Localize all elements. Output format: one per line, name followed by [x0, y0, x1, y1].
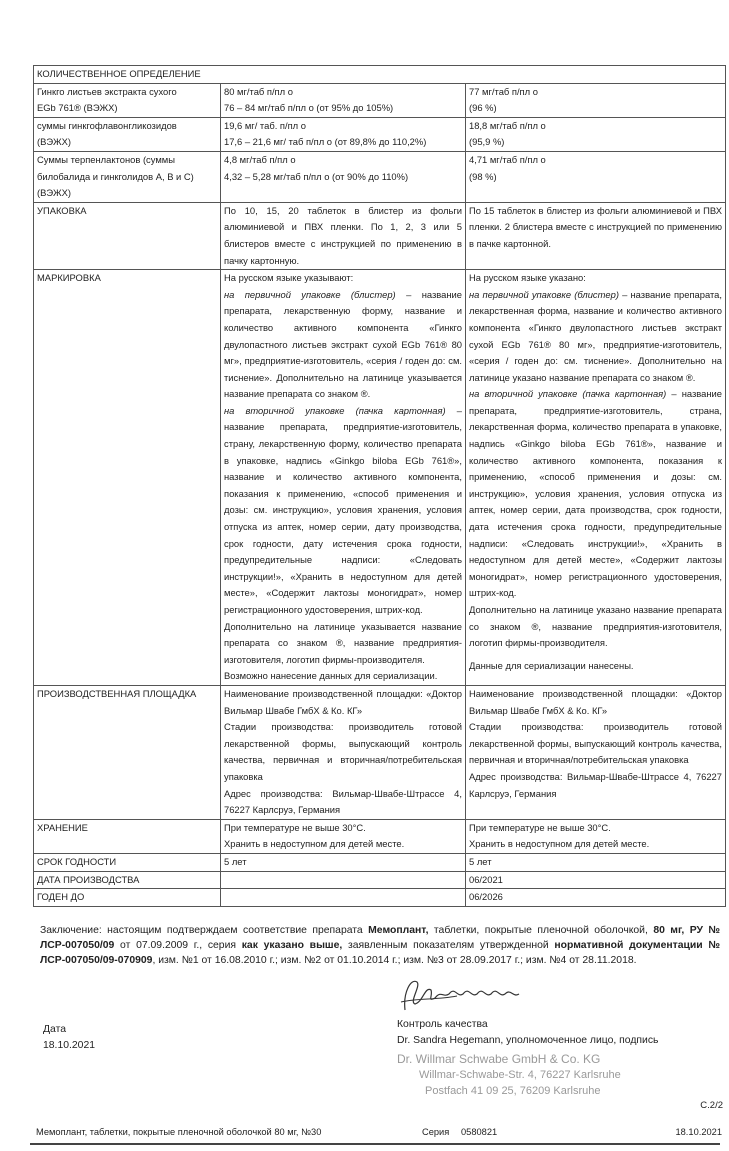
spec-text: 5 лет	[221, 853, 466, 871]
result-value: 18,8 мг/таб п/пл о	[469, 119, 546, 131]
row-label: ДАТА ПРОИЗВОДСТВА	[34, 871, 221, 889]
storage-note: Хранить в недоступном для детей месте.	[469, 838, 650, 850]
serialization-text: Возможно нанесение данных для сериализации.	[224, 670, 438, 682]
conclusion-text: заявленным показателям утвержденной	[342, 939, 555, 951]
site-name: Наименование производственной площадки: «Доктор Вильмар Швабе ГмбХ & Ко. КГ»	[469, 687, 722, 716]
signoff	[43, 972, 723, 1113]
spec-text: По 10, 15, 20 таблеток в блистер из фольги алюминиевой и ПВХ пленки. По 1, 2, 3 или 5 блистеров вместе с инструкцией по применению в пачку картонную.	[221, 202, 466, 269]
site-row	[34, 685, 726, 819]
row-label: ГОДЕН ДО	[34, 889, 221, 907]
marking-intro: На русском языке указано:	[469, 272, 586, 284]
spec-value: 19,6 мг/ таб. п/пл о	[224, 119, 306, 131]
bottom-rule	[30, 1143, 720, 1145]
result-text: 06/2021	[466, 871, 726, 889]
product-name: Мемоплант,	[368, 924, 429, 936]
result-percent: (98 %)	[469, 170, 497, 182]
result-percent: (95,9 %)	[469, 136, 505, 148]
conclusion-text: , изм. №1 от 16.08.2010 г.; изм. №2 от 01.10.2014 г.; изм. №3 от 28.09.2017 г.; изм. №4 от 28.11.2018.	[152, 954, 637, 966]
row-label: билобалида и гинкголидов А, В и С)	[37, 170, 194, 182]
row-label: СРОК ГОДНОСТИ	[34, 853, 221, 871]
specification-table	[33, 65, 726, 907]
row-label: суммы гинкгофлавонгликозидов	[37, 119, 177, 131]
row-label: МАРКИРОВКА	[34, 270, 221, 686]
secondary-pack-heading: на вторичной упаковке (пачка картонная)	[469, 388, 667, 400]
row-label: (ВЭЖХ)	[37, 136, 72, 148]
storage-row	[34, 819, 726, 853]
expiry-row	[34, 889, 726, 907]
row-label: УПАКОВКА	[34, 202, 221, 269]
date-label: Дата	[43, 1023, 67, 1035]
spec-value: 80 мг/таб п/пл о	[224, 85, 293, 97]
storage-note: Хранить в недоступном для детей месте.	[224, 838, 405, 850]
latin-text: Дополнительно на латинице указано название препарата со знаком ®, название предприятия-изготовителя, логотип фирмы-производителя.	[469, 604, 722, 649]
signatory: Dr. Sandra Hegemann, уполномоченное лицо, подпись	[397, 1034, 659, 1046]
row-label: ПРОИЗВОДСТВЕННАЯ ПЛОЩАДКА	[34, 685, 221, 819]
primary-pack-heading: на первичной упаковке (блистер)	[224, 288, 396, 300]
result-value: 77 мг/таб п/пл о	[469, 85, 538, 97]
site-stages: Стадии производства: производитель готовой лекарственной формы, выпускающий контроль качества, первичная и вторичная/потребительская упаковка	[469, 721, 722, 766]
row-label: Суммы терпенлактонов (суммы	[37, 153, 175, 165]
secondary-pack-text: – название препарата, предприятие-изготовитель, страну, лекарственную форму, количество препарата в упаковке, надпись «Ginkgo biloba EGb 761®», название и количество активного компонента, показания к применению, «способ применения и дозы: см. инструкцию», условия хранения, условия отпуска из аптек, номер серии, дату производства, срок годности, дату истечения срока годности, предупредительные надписи: «Следовать инструкции!», «Хранить в недоступном для детей месте», «Содержит лактозы моногидрат», номер регистрационного удостоверения, штрих-код.	[224, 404, 462, 615]
packaging-row	[34, 202, 726, 269]
serialization-text: Данные для сериализации нанесены.	[469, 659, 634, 671]
secondary-pack-text: – название препарата, предприятие-изготовитель, страна, лекарственная форма, количество препарата в упаковке, надпись «Ginkgo biloba EGb 761®», название и количество активного компонента, показания к применению, «способ применения и дозы: см. инструкцию», условия хранения, условия отпуска из аптек, номер серии, дата производства, срок годности, дата истечения срока годности, предупредительные надписи: «Следовать инструкции!», «Хранить в недоступном для детей месте», «Содержит лактозы моногидрат», номер регистрационного удостоверения, штрих-код.	[469, 388, 722, 599]
conclusion-text: Заключение: настоящим подтверждаем соответствие препарата	[40, 924, 369, 936]
site-address: Адрес производства: Вильмар-Швабе-Штрассе 4, 76227 Карлсруэ, Германия	[469, 770, 722, 799]
stamp-line: Postfach 41 09 25, 76209 Karlsruhe	[425, 1084, 601, 1097]
footer-date: 18.10.2021	[675, 1126, 722, 1137]
primary-pack-text: – название препарата, лекарственную форму, название и количество активного компонента «Гинкго двулопастного листьев экстракт сухой EGb 761® 80 мг», предприятие-изготовитель, «серия / годен до: см. тиснение». Дополнительно на латинице указывается название препарата со знаком ®.	[224, 288, 462, 400]
result-text: 06/2026	[466, 889, 726, 907]
stamp-line: Dr. Willmar Schwabe GmbH & Co. KG	[397, 1051, 601, 1066]
footer	[36, 1125, 722, 1139]
table-row	[34, 151, 726, 202]
footer-product: Мемоплант, таблетки, покрытые пленочной оболочкой 80 мг, №30	[36, 1126, 322, 1137]
site-name: Наименование производственной площадки: «Доктор Вильмар Швабе ГмбХ & Ко. КГ»	[224, 687, 462, 716]
result-percent: (96 %)	[469, 102, 497, 114]
page-number: С.2/2	[700, 1099, 723, 1111]
storage-temp: При температуре не выше 30°С.	[469, 821, 611, 833]
result-text: По 15 таблеток в блистер из фольги алюминиевой и ПВХ пленки. 2 блистера вместе с инструкцией по применению в пачке картонной.	[466, 202, 726, 269]
registration-number: 80 мг, РУ № ЛСР-007050/09	[40, 924, 721, 951]
company-stamp	[397, 1051, 723, 1099]
signature	[397, 972, 547, 1017]
site-address: Адрес производства: Вильмар-Швабе-Штрассе 4, 76227 Карлсруэ, Германия	[224, 787, 462, 816]
secondary-pack-heading: на вторичной упаковке (пачка картонная)	[224, 404, 446, 416]
spec-empty	[221, 871, 466, 889]
row-label: EGb 761® (ВЭЖХ)	[37, 102, 118, 114]
manufacture-date-row	[34, 871, 726, 889]
qc-label: Контроль качества	[397, 1018, 488, 1030]
section-title: КОЛИЧЕСТВЕННОЕ ОПРЕДЕЛЕНИЕ	[34, 66, 726, 84]
date-block	[43, 972, 397, 1113]
row-label: (ВЭЖХ)	[37, 187, 72, 199]
row-label: Гинкго листьев экстракта сухого	[37, 85, 177, 97]
qc-block	[397, 972, 723, 1113]
result-text: 5 лет	[466, 853, 726, 871]
conclusion-text: таблетки, покрытые пленочной оболочкой,	[428, 924, 654, 936]
normative-doc: нормативной документации № ЛСР-007050/09-070909	[40, 939, 720, 966]
section-header-row	[34, 66, 726, 84]
spec-value: 4,8 мг/таб п/пл о	[224, 153, 296, 165]
marking-intro: На русском языке указывают:	[224, 272, 354, 284]
latin-text: Дополнительно на латинице указывается название препарата со знаком ®, название предприятия-изготовителя, логотип фирмы-производителя.	[224, 620, 462, 665]
spec-empty	[221, 889, 466, 907]
storage-temp: При температуре не выше 30°С.	[224, 821, 366, 833]
shelf-life-row	[34, 853, 726, 871]
stamp-line: Willmar-Schwabe-Str. 4, 76227 Karlsruhe	[419, 1068, 621, 1081]
series-ref: как указано выше,	[241, 939, 343, 951]
spec-range: 76 – 84 мг/таб п/пл о (от 95% до 105%)	[224, 102, 394, 114]
spec-range: 4,32 – 5,28 мг/таб п/пл о (от 90% до 110%)	[224, 170, 409, 182]
row-label: ХРАНЕНИЕ	[34, 819, 221, 853]
result-value: 4,71 мг/таб п/пл о	[469, 153, 546, 165]
date-value: 18.10.2021	[43, 1039, 96, 1051]
spec-range: 17,6 – 21,6 мг/ таб п/пл о (от 89,8% до 110,2%)	[224, 136, 427, 148]
footer-series-label: Серия	[422, 1126, 450, 1137]
marking-row	[34, 270, 726, 686]
site-stages: Стадии производства: производитель готовой лекарственной формы, выпускающий контроль качества, первичная и вторичная/потребительская упаковка	[224, 721, 462, 782]
conclusion-text: от 07.09.2009 г., серия	[114, 939, 242, 951]
table-row	[34, 83, 726, 117]
conclusion	[40, 923, 720, 968]
footer-series: 0580821	[461, 1126, 498, 1137]
primary-pack-text: – название препарата, лекарственная форма, название и количество активного компонента «Гинкго двулопастного листьев экстракт сухой EGb 761® 80 мг», предприятие-изготовитель, «серия / годен до: см. тиснение». Дополнительно на латинице указано название препарата со знаком ®.	[469, 288, 722, 383]
table-row	[34, 117, 726, 151]
primary-pack-heading: на первичной упаковке (блистер)	[469, 288, 619, 300]
